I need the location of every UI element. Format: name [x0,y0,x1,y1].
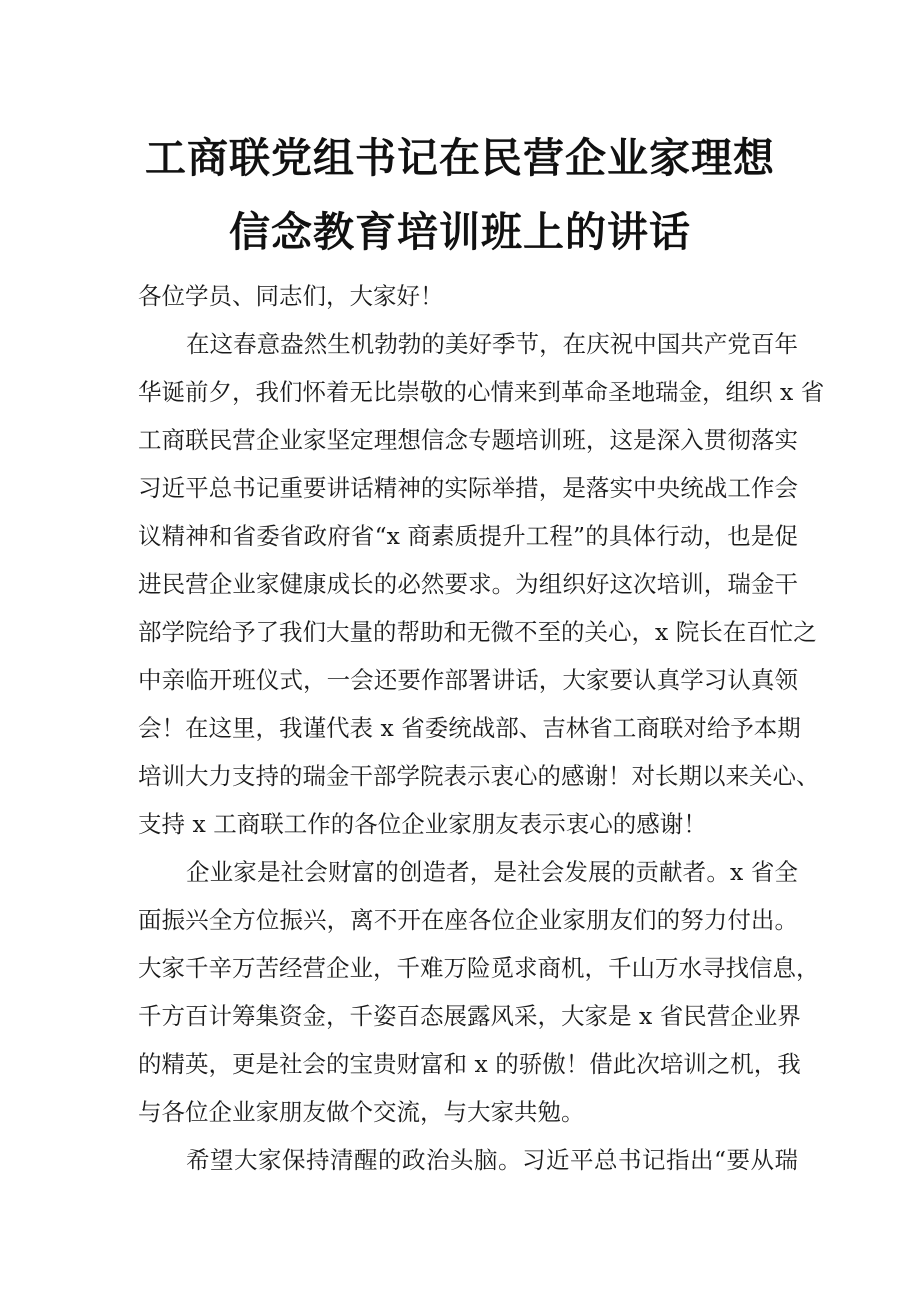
paragraph-1-line-7: 部学院给予了我们大量的帮助和无微不至的关心，x 院长在百忙之 [138,618,817,646]
paragraph-3-line-1: 希望大家保持清醒的政治头脑。习近平总书记指出“要从瑞 [186,1146,798,1174]
paragraph-2-line-2: 面振兴全方位振兴，离不开在座各位企业家朋友们的努力付出。 [138,906,798,934]
paragraph-1-line-2: 华诞前夕，我们怀着无比崇敬的心情来到革命圣地瑞金，组织 x 省 [138,378,825,406]
paragraph-1-line-1: 在这春意盎然生机勃勃的美好季节，在庆祝中国共产党百年 [186,330,798,358]
paragraph-2-line-3: 大家千辛万苦经营企业，千难万险觅求商机，千山万水寻找信息， [138,954,820,982]
paragraph-1-line-6: 进民营企业家健康成长的必然要求。为组织好这次培训，瑞金干 [138,570,798,598]
paragraph-2-line-6: 与各位企业家朋友做个交流，与大家共勉。 [138,1098,585,1126]
paragraph-1-line-11: 支持 x 工商联工作的各位企业家朋友表示衷心的感谢！ [138,810,707,838]
document-title-line-2: 信念教育培训班上的讲话 [229,208,691,256]
paragraph-2-line-5: 的精英，更是社会的宝贵财富和 x 的骄傲！借此次培训之机，我 [138,1050,801,1078]
paragraph-1-line-10: 培训大力支持的瑞金干部学院表示衷心的感谢！对长期以来关心、 [138,762,820,790]
paragraph-1-line-4: 习近平总书记重要讲话精神的实际举措，是落实中央统战工作会 [138,474,798,502]
paragraph-1-line-5: 议精神和省委省政府省“x 商素质提升工程”的具体行动，也是促 [138,522,798,550]
paragraph-2-line-4: 千方百计筹集资金，千姿百态展露风采，大家是 x 省民营企业界 [138,1002,801,1030]
document-title-line-1: 工商联党组书记在民营企业家理想 [145,134,775,182]
salutation: 各位学员、同志们，大家好！ [138,282,444,310]
paragraph-1-line-9: 会！在这里，我谨代表 x 省委统战部、吉林省工商联对给予本期 [138,714,801,742]
paragraph-2-line-1: 企业家是社会财富的创造者，是社会发展的贡献者。x 省全 [186,858,798,886]
paragraph-1-line-3: 工商联民营企业家坚定理想信念专题培训班，这是深入贯彻落实 [138,426,798,454]
paragraph-1-line-8: 中亲临开班仪式，一会还要作部署讲话，大家要认真学习认真领 [138,666,798,694]
